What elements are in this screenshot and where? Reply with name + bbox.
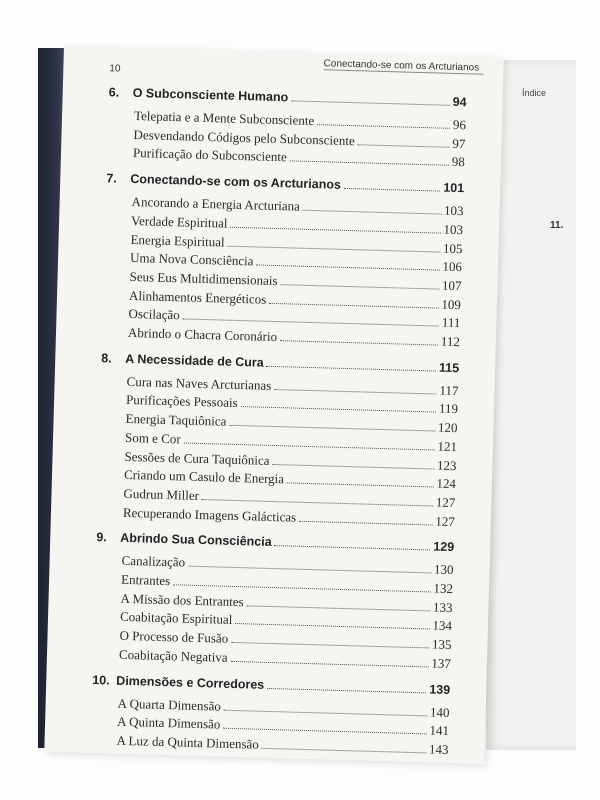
entry-title: Gudrun Miller [123, 485, 200, 503]
facing-page-chapter-number: 11. [550, 220, 564, 231]
chapter-number: 6. [108, 85, 120, 100]
leader-dots [227, 245, 439, 252]
leader-dots [202, 499, 433, 506]
leader-dots [280, 284, 438, 289]
entry-title: Seus Eus Multidimensionais [129, 268, 278, 288]
entry-page: 132 [433, 580, 454, 597]
chapter-title: A Necessidade de Cura [125, 351, 264, 370]
leader-dots [173, 584, 430, 592]
entry-page: 103 [443, 221, 464, 238]
entry-title: Purificação do Subconsciente [132, 145, 287, 165]
entry-page: 143 [428, 741, 449, 757]
leader-dots [291, 100, 449, 105]
entry-title: Ancorando a Energia Arcturiana [131, 194, 301, 214]
leader-dots [231, 661, 429, 668]
chapter-title: Conectando-se com os Arcturianos [130, 171, 342, 192]
entry-page: 112 [440, 333, 461, 350]
entry-title: Canalização [121, 553, 186, 570]
entry-page: 103 [443, 202, 464, 219]
chapter-page: 139 [429, 681, 451, 697]
leader-dots [224, 709, 427, 716]
leader-dots [272, 463, 433, 469]
leader-dots [267, 687, 426, 692]
entry-page: 111 [441, 314, 461, 331]
chapter-page: 129 [433, 539, 455, 555]
leader-dots [241, 406, 436, 412]
entry-page: 127 [435, 513, 456, 529]
entry-page: 96 [452, 116, 467, 133]
leader-dots [303, 210, 441, 215]
toc-chapter [106, 171, 464, 195]
entry-page: 123 [436, 457, 457, 473]
table-of-contents [64, 46, 504, 757]
leader-dots [183, 319, 439, 327]
entry-page: 130 [433, 561, 454, 578]
entry-page: 135 [431, 636, 452, 653]
entry-page: 137 [431, 655, 452, 671]
entry-title: Abrindo o Chacra Coronário [127, 324, 278, 345]
entry-page: 109 [441, 296, 462, 312]
entry-title: Entrantes [120, 571, 171, 589]
entry-page: 141 [429, 722, 450, 739]
entry-title: Energia Espiritual [130, 231, 225, 250]
entry-page: 117 [439, 382, 459, 398]
chapter-page: 94 [452, 94, 467, 110]
entry-title: Telepatia e a Mente Subconsciente [133, 107, 315, 129]
leader-dots [299, 520, 432, 525]
page-number: 10 [109, 63, 121, 75]
leader-dots [229, 425, 435, 432]
chapter-number: 9. [96, 530, 107, 545]
entry-page: 107 [441, 277, 462, 294]
toc-page [44, 46, 504, 764]
entry-title: A Missão dos Entrantes [120, 590, 244, 609]
entry-title: Recuperando Imagens Galácticas [122, 504, 297, 525]
leader-dots [256, 265, 439, 271]
entry-title: Desvendando Códigos pelo Subconsciente [133, 126, 356, 148]
entry-page: 121 [437, 438, 458, 454]
entry-page: 120 [437, 419, 458, 436]
entry-title: Oscilação [128, 306, 181, 323]
leader-dots [231, 642, 429, 649]
leader-dots [188, 566, 431, 574]
leader-dots [184, 442, 435, 450]
entry-title: Alinhamentos Energéticos [128, 287, 267, 307]
chapter-number: 10. [92, 672, 110, 688]
entry-title: A Luz da Quinta Dimensão [116, 732, 260, 752]
running-header: Conectando-se com os Arcturianos [323, 58, 483, 74]
entry-title: O Processo de Fusão [119, 627, 229, 646]
leader-dots [223, 728, 426, 735]
entry-page: 140 [429, 703, 450, 720]
entry-page: 119 [438, 401, 459, 417]
chapter-page: 101 [443, 180, 465, 196]
entry-page: 106 [442, 258, 463, 275]
toc-chapter [96, 530, 454, 554]
leader-dots [235, 623, 429, 629]
entry-page: 105 [442, 240, 463, 256]
leader-dots [267, 365, 436, 371]
chapter-page: 115 [438, 360, 460, 375]
toc-chapter [101, 351, 459, 375]
entry-title: Verdade Espiritual [130, 212, 228, 231]
entry-page: 124 [436, 475, 457, 492]
entry-title: Sessões de Cura Taquiônica [124, 448, 270, 468]
chapter-title: Abrindo Sua Consciência [120, 531, 272, 550]
entry-title: A Quarta Dimensão [117, 695, 222, 714]
toc-chapter [109, 85, 467, 109]
entry-title: Som e Cor [124, 429, 181, 447]
leader-dots [275, 545, 431, 550]
entry-title: A Quinta Dimensão [116, 713, 221, 732]
entry-page: 134 [432, 617, 453, 634]
leader-dots [280, 340, 438, 345]
entry-title: Uma Nova Consciência [129, 250, 254, 269]
entry-title: Criando um Casulo de Energia [123, 467, 285, 487]
leader-dots [287, 483, 433, 488]
facing-page-label: Índice [522, 88, 547, 98]
leader-dots [230, 227, 440, 234]
leader-dots [262, 748, 426, 754]
entry-title: Cura nas Naves Arcturianas [126, 373, 272, 393]
entry-page: 127 [435, 494, 456, 510]
chapter-number: 8. [101, 350, 112, 366]
chapter-number: 7. [106, 171, 117, 186]
leader-dots [344, 188, 440, 192]
toc-chapter [92, 673, 450, 697]
entry-title: Coabitação Espiritual [119, 609, 233, 628]
entry-page: 97 [452, 135, 466, 151]
entry-page: 98 [451, 154, 466, 170]
chapter-title: Dimensões e Corredores [116, 673, 265, 692]
leader-dots [317, 124, 450, 129]
leader-dots [290, 161, 449, 166]
leader-dots [274, 389, 436, 395]
leader-dots [358, 144, 450, 148]
leader-dots [247, 605, 430, 611]
leader-dots [269, 302, 438, 308]
entry-title: Purificações Pessoais [125, 392, 238, 411]
entry-title: Energia Taquiônica [125, 410, 227, 429]
chapter-title: O Subconsciente Humano [132, 85, 289, 105]
entry-title: Coabitação Negativa [118, 646, 228, 665]
entry-page: 133 [432, 599, 453, 615]
